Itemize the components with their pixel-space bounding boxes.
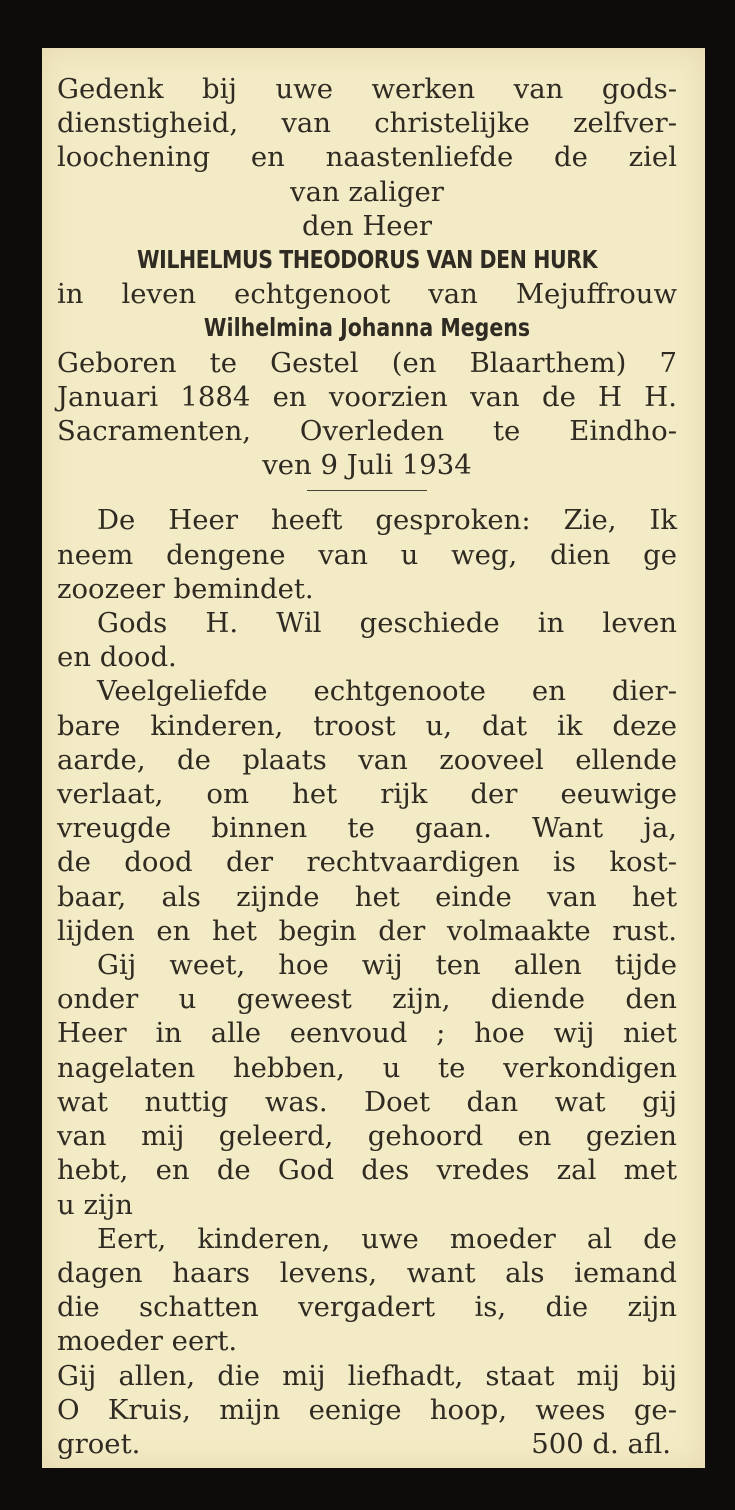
text-line: moeder eert. [57, 1325, 238, 1358]
paragraph-1 [57, 503, 677, 606]
text-line: neem dengene van u weg, dien ge [57, 538, 677, 571]
text-line: Eert, kinderen, uwe moeder al de [97, 1222, 677, 1255]
den-heer: den Heer [301, 209, 432, 242]
paragraph-4 [57, 948, 677, 1222]
intro-line: Gedenk bij uwe werken van gods- [57, 73, 677, 105]
text-line: lijden en het begin der volmaakte rust. [57, 914, 677, 947]
birth-line: Sacramenten, Overleden te Eindho- [57, 415, 677, 448]
text-line: Gods H. Wil geschiede in leven [97, 607, 677, 640]
van-zaliger: van zaliger [290, 175, 444, 208]
paragraph-3 [57, 674, 677, 948]
birth-line: Geboren te Gestel (en Blaarthem) 7 [57, 346, 677, 379]
intro-line: dienstigheid, van christelijke zelfver- [57, 107, 677, 140]
spouse-intro: in leven echtgenoot van Mejuffrouw [57, 278, 677, 311]
text-line: hebt, en de God des vredes zal met [57, 1154, 677, 1187]
text-line: nagelaten hebben, u te verkondigen [57, 1051, 677, 1084]
closing-row [57, 1427, 677, 1461]
text-line: die schatten vergadert is, die zijn [57, 1291, 677, 1324]
text-line: en dood. [57, 641, 177, 674]
paragraph-6 [57, 1359, 677, 1462]
text-line: Veelgeliefde echtgenoote en dier- [97, 675, 677, 708]
text-line: baar, als zijnde het einde van het [57, 880, 677, 913]
text-line: Heer in alle eenvoud ; hoe wij niet [57, 1017, 677, 1050]
text-line: wat nuttig was. Doet dan wat gij [57, 1085, 677, 1118]
birth-line: Januari 1884 en voorzien van de H H. [57, 380, 677, 413]
text-line: de dood der rechtvaardigen is kost- [57, 846, 677, 879]
text-line: O Kruis, mijn eenige hoop, wees ge- [57, 1393, 677, 1426]
intro-line: loochening en naastenliefde de ziel [57, 141, 677, 174]
spouse-name: Wilhelmina Johanna Megens [203, 313, 531, 343]
text-line: De Heer heeft gesproken: Zie, Ik [97, 504, 677, 537]
text-line: bare kinderen, troost u, dat ik deze [57, 709, 677, 742]
text-line: zoozeer bemindet. [57, 572, 314, 605]
paragraph-2 [57, 606, 677, 674]
text-line: aarde, de plaats van zooveel ellende [57, 743, 677, 776]
text-line: van mij geleerd, gehoord en gezien [57, 1120, 677, 1153]
text-line: dagen haars levens, want als iemand [57, 1256, 677, 1289]
paragraph-5 [57, 1222, 677, 1359]
death-line: ven 9 Juli 1934 [262, 449, 472, 482]
text-line: verlaat, om het rijk der eeuwige [57, 778, 677, 811]
closing-word: groet. [57, 1427, 141, 1460]
indulgence-note: 500 d. afl. [531, 1427, 671, 1460]
deceased-name: WILHELMUS THEODORUS VAN DEN HURK [136, 245, 598, 275]
text-line: u zijn [57, 1188, 133, 1221]
card-text [57, 72, 677, 1461]
text-line: Gij weet, hoe wij ten allen tijde [97, 949, 677, 982]
text-line: onder u geweest zijn, diende den [57, 983, 677, 1016]
text-line: Gij allen, die mij liefhadt, staat mij bij [57, 1359, 677, 1392]
text-line: vreugde binnen te gaan. Want ja, [57, 812, 677, 845]
divider-rule [307, 490, 427, 491]
